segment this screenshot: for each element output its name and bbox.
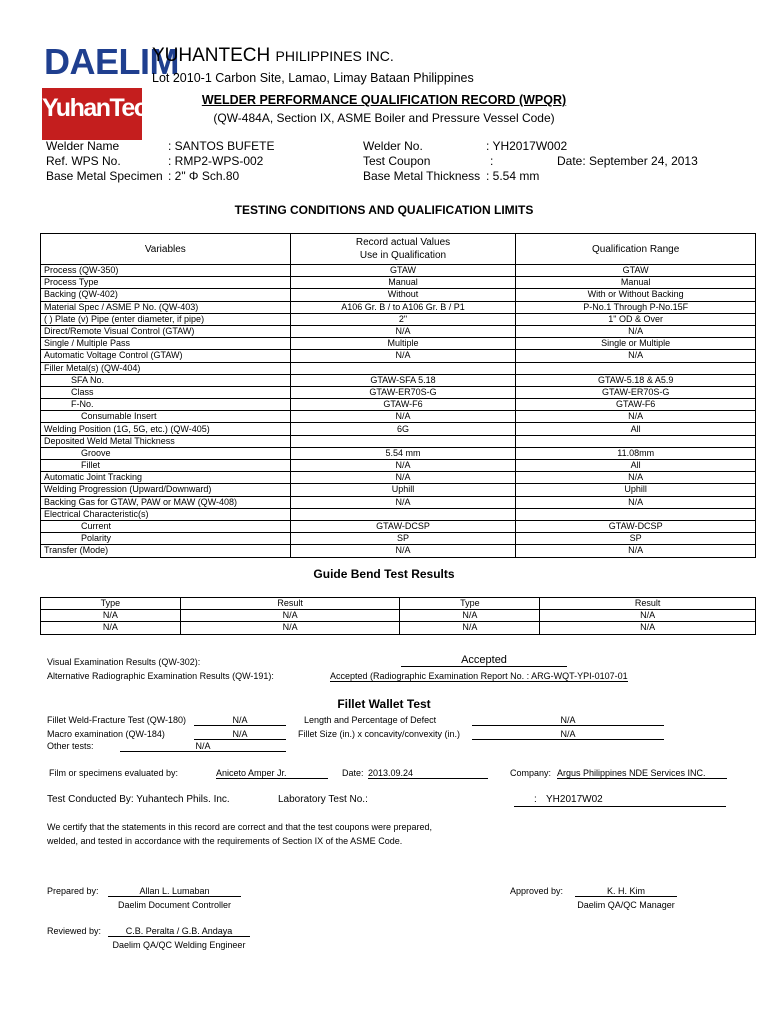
- date-value: Date: September 24, 2013: [557, 154, 698, 168]
- testing-row: [41, 277, 756, 289]
- actual-value-cell: [290, 508, 516, 520]
- qualification-range-cell: N/A: [516, 496, 756, 508]
- test-coupon-value: :: [490, 154, 494, 168]
- testing-row: [41, 533, 756, 545]
- thickness-label: Base Metal Thickness: [363, 169, 481, 183]
- qualification-range-cell: SP: [516, 533, 756, 545]
- qualification-range-cell: All: [516, 423, 756, 435]
- testing-row: [41, 496, 756, 508]
- qualification-range-cell: GTAW-DCSP: [516, 520, 756, 532]
- reviewed-name: C.B. Peralta / G.B. Andaya: [108, 926, 250, 937]
- testing-row: [41, 338, 756, 350]
- bend-cell: N/A: [540, 610, 756, 622]
- welder-name-label: Welder Name: [46, 139, 120, 153]
- visual-value: Accepted: [401, 654, 567, 667]
- base-metal-label: Base Metal Specimen: [46, 169, 163, 183]
- welder-name-value: : SANTOS BUFETE: [168, 139, 275, 153]
- bend-cell: N/A: [41, 622, 181, 634]
- eval-date-label: Date:: [342, 768, 364, 778]
- bend-cell: N/A: [400, 622, 540, 634]
- col-actual-line2: Use in Qualification: [359, 250, 447, 261]
- variable-cell: Welding Progression (Upward/Downward): [41, 484, 291, 496]
- testing-row: [41, 374, 756, 386]
- approved-role: Daelim QA/QC Manager: [577, 900, 675, 910]
- welder-no-label: Welder No.: [363, 139, 423, 153]
- qualification-range-cell: N/A: [516, 545, 756, 557]
- actual-value-cell: N/A: [290, 325, 516, 337]
- testing-row: [41, 545, 756, 557]
- actual-value-cell: SP: [290, 533, 516, 545]
- actual-value-cell: N/A: [290, 545, 516, 557]
- daelim-logo: DAELIM: [44, 41, 179, 82]
- actual-value-cell: N/A: [290, 496, 516, 508]
- bend-table: [40, 597, 756, 635]
- qualification-range-cell: N/A: [516, 472, 756, 484]
- actual-value-cell: N/A: [290, 472, 516, 484]
- lab-test-underline: [514, 806, 726, 807]
- variable-cell: Automatic Voltage Control (GTAW): [41, 350, 291, 362]
- qualification-range-cell: Manual: [516, 277, 756, 289]
- bend-row: [41, 610, 756, 622]
- qualification-range-cell: [516, 508, 756, 520]
- company-main: YUHANTECH: [152, 45, 271, 66]
- eval-company-label: Company:: [510, 768, 552, 778]
- bend-header-cell: Type: [400, 598, 540, 610]
- testing-row: [41, 411, 756, 423]
- qualification-range-cell: GTAW-ER70S-G: [516, 386, 756, 398]
- visual-label: Visual Examination Results (QW-302):: [47, 657, 201, 667]
- variable-cell: ( ) Plate (v) Pipe (enter diameter, if pipe): [41, 313, 291, 325]
- ref-wps-label: Ref. WPS No.: [46, 154, 121, 168]
- variable-cell: Process Type: [41, 277, 291, 289]
- test-conducted: Test Conducted By: Yuhantech Phils. Inc.: [47, 794, 230, 805]
- radio-value: Accepted (Radiographic Examination Report No. : ARG-WQT-YPI-0107-01: [330, 671, 628, 681]
- qualification-range-cell: P-No.1 Through P-No.15F: [516, 301, 756, 313]
- company-small: PHILIPPINES INC.: [275, 48, 394, 64]
- col-actual-line1: Record actual Values: [355, 237, 451, 248]
- record-subtitle: (QW-484A, Section IX, ASME Boiler and Pressure Vessel Code): [213, 111, 555, 125]
- testing-row: [41, 399, 756, 411]
- variable-cell: Welding Position (1G, 5G, etc.) (QW-405): [41, 423, 291, 435]
- testing-row: [41, 508, 756, 520]
- testing-row: [41, 313, 756, 325]
- size-value: N/A: [472, 729, 664, 740]
- variable-cell: Deposited Weld Metal Thickness: [41, 435, 291, 447]
- bend-header-cell: Result: [180, 598, 400, 610]
- col-actual-header: [290, 234, 516, 265]
- variable-cell: Polarity: [41, 533, 291, 545]
- testing-row: [41, 423, 756, 435]
- film-label: Film or specimens evaluated by:: [49, 768, 179, 778]
- variable-cell: F-No.: [41, 399, 291, 411]
- testing-row: [41, 289, 756, 301]
- company-name: [152, 45, 394, 67]
- variable-cell: Filler Metal(s) (QW-404): [41, 362, 291, 374]
- film-value: Aniceto Amper Jr.: [216, 768, 328, 779]
- testing-row: [41, 435, 756, 447]
- qualification-range-cell: 1" OD & Over: [516, 313, 756, 325]
- qualification-range-cell: Single or Multiple: [516, 338, 756, 350]
- variable-cell: Process (QW-350): [41, 265, 291, 277]
- variable-cell: Current: [41, 520, 291, 532]
- variable-cell: Automatic Joint Tracking: [41, 472, 291, 484]
- bend-header-cell: Result: [540, 598, 756, 610]
- testing-table: [40, 233, 756, 558]
- actual-value-cell: [290, 362, 516, 374]
- qualification-range-cell: [516, 435, 756, 447]
- test-coupon-label: Test Coupon: [363, 154, 431, 168]
- variable-cell: Transfer (Mode): [41, 545, 291, 557]
- actual-value-cell: N/A: [290, 350, 516, 362]
- actual-value-cell: GTAW: [290, 265, 516, 277]
- variable-cell: Material Spec / ASME P No. (QW-403): [41, 301, 291, 313]
- qualification-range-cell: [516, 362, 756, 374]
- prepared-role: Daelim Document Controller: [117, 900, 232, 910]
- col-range-header: Qualification Range: [516, 234, 756, 265]
- length-label: Length and Percentage of Defect: [304, 715, 437, 725]
- macro-label: Macro examination (QW-184): [47, 729, 165, 739]
- variable-cell: Groove: [41, 447, 291, 459]
- size-label: Fillet Size (in.) x concavity/convexity (in.): [298, 729, 461, 739]
- fillet-title: Fillet Wallet Test: [337, 697, 431, 711]
- testing-row: [41, 386, 756, 398]
- variable-cell: Electrical Characteristic(s): [41, 508, 291, 520]
- record-title: WELDER PERFORMANCE QUALIFICATION RECORD (WPQR): [201, 93, 567, 107]
- qualification-range-cell: N/A: [516, 350, 756, 362]
- actual-value-cell: GTAW-SFA 5.18: [290, 374, 516, 386]
- actual-value-cell: [290, 435, 516, 447]
- fracture-label: Fillet Weld-Fracture Test (QW-180): [47, 715, 187, 725]
- variable-cell: Backing (QW-402): [41, 289, 291, 301]
- prepared-name: Allan L. Lumaban: [108, 886, 241, 897]
- actual-value-cell: GTAW-DCSP: [290, 520, 516, 532]
- bend-header-cell: Type: [41, 598, 181, 610]
- actual-value-cell: 6G: [290, 423, 516, 435]
- certify-line2: welded, and tested in accordance with the requirements of Section IX of the ASME Code.: [47, 836, 403, 846]
- lab-test-colon: :: [534, 794, 537, 805]
- ref-wps-value: : RMP2-WPS-002: [168, 154, 264, 168]
- qualification-range-cell: All: [516, 460, 756, 472]
- col-variables-header: Variables: [41, 234, 291, 265]
- variable-cell: Single / Multiple Pass: [41, 338, 291, 350]
- testing-row: [41, 362, 756, 374]
- testing-row: [41, 460, 756, 472]
- actual-value-cell: Manual: [290, 277, 516, 289]
- yuhantech-logo-text: YuhanTech: [42, 94, 161, 122]
- thickness-value: : 5.54 mm: [486, 169, 540, 183]
- testing-row: [41, 325, 756, 337]
- qualification-range-cell: GTAW: [516, 265, 756, 277]
- eval-date-value: 2013.09.24: [368, 768, 488, 779]
- actual-value-cell: N/A: [290, 460, 516, 472]
- actual-value-cell: Without: [290, 289, 516, 301]
- reviewed-role: Daelim QA/QC Welding Engineer: [112, 940, 246, 950]
- welder-no-value: : YH2017W002: [486, 139, 568, 153]
- actual-value-cell: 5.54 mm: [290, 447, 516, 459]
- actual-value-cell: GTAW-F6: [290, 399, 516, 411]
- testing-row: [41, 350, 756, 362]
- other-label: Other tests:: [47, 741, 94, 751]
- qualification-range-cell: Uphill: [516, 484, 756, 496]
- variable-cell: Class: [41, 386, 291, 398]
- testing-row: [41, 447, 756, 459]
- qualification-range-cell: GTAW-5.18 & A5.9: [516, 374, 756, 386]
- company-address: Lot 2010-1 Carbon Site, Lamao, Limay Bataan Philippines: [152, 71, 474, 85]
- qualification-range-cell: GTAW-F6: [516, 399, 756, 411]
- bend-header-row: [41, 598, 756, 610]
- qualification-range-cell: N/A: [516, 411, 756, 423]
- reviewed-label: Reviewed by:: [47, 926, 102, 936]
- bend-cell: N/A: [41, 610, 181, 622]
- actual-value-cell: N/A: [290, 411, 516, 423]
- other-value: N/A: [120, 741, 286, 752]
- bend-title: Guide Bend Test Results: [313, 567, 455, 581]
- approved-name: K. H. Kim: [575, 886, 677, 897]
- bend-cell: N/A: [180, 622, 400, 634]
- bend-cell: N/A: [400, 610, 540, 622]
- qualification-range-cell: 11.08mm: [516, 447, 756, 459]
- bend-row: [41, 622, 756, 634]
- fracture-value: N/A: [194, 715, 286, 726]
- testing-row: [41, 472, 756, 484]
- bend-cell: N/A: [540, 622, 756, 634]
- variable-cell: Fillet: [41, 460, 291, 472]
- radio-label: Alternative Radiographic Examination Results (QW-191):: [47, 671, 274, 681]
- macro-value: N/A: [194, 729, 286, 740]
- actual-value-cell: Uphill: [290, 484, 516, 496]
- approved-label: Approved by:: [510, 886, 564, 896]
- actual-value-cell: Multiple: [290, 338, 516, 350]
- variable-cell: Consumable Insert: [41, 411, 291, 423]
- certify-line1: We certify that the statements in this record are correct and that the test coupons were prepared,: [47, 822, 433, 832]
- qualification-range-cell: With or Without Backing: [516, 289, 756, 301]
- testing-row: [41, 520, 756, 532]
- lab-test-value: YH2017W02: [546, 794, 603, 805]
- testing-title: TESTING CONDITIONS AND QUALIFICATION LIMITS: [234, 203, 534, 217]
- eval-company-value: Argus Philippines NDE Services INC.: [557, 768, 727, 779]
- variable-cell: Direct/Remote Visual Control (GTAW): [41, 325, 291, 337]
- testing-row: [41, 301, 756, 313]
- qualification-range-cell: N/A: [516, 325, 756, 337]
- prepared-label: Prepared by:: [47, 886, 99, 896]
- lab-test-label: Laboratory Test No.:: [278, 794, 368, 805]
- actual-value-cell: GTAW-ER70S-G: [290, 386, 516, 398]
- actual-value-cell: A106 Gr. B / to A106 Gr. B / P1: [290, 301, 516, 313]
- variable-cell: SFA No.: [41, 374, 291, 386]
- length-value: N/A: [472, 715, 664, 726]
- bend-cell: N/A: [180, 610, 400, 622]
- base-metal-value: : 2" Φ Sch.80: [168, 169, 240, 183]
- variable-cell: Backing Gas for GTAW, PAW or MAW (QW-408): [41, 496, 291, 508]
- testing-row: [41, 484, 756, 496]
- actual-value-cell: 2": [290, 313, 516, 325]
- testing-row: [41, 265, 756, 277]
